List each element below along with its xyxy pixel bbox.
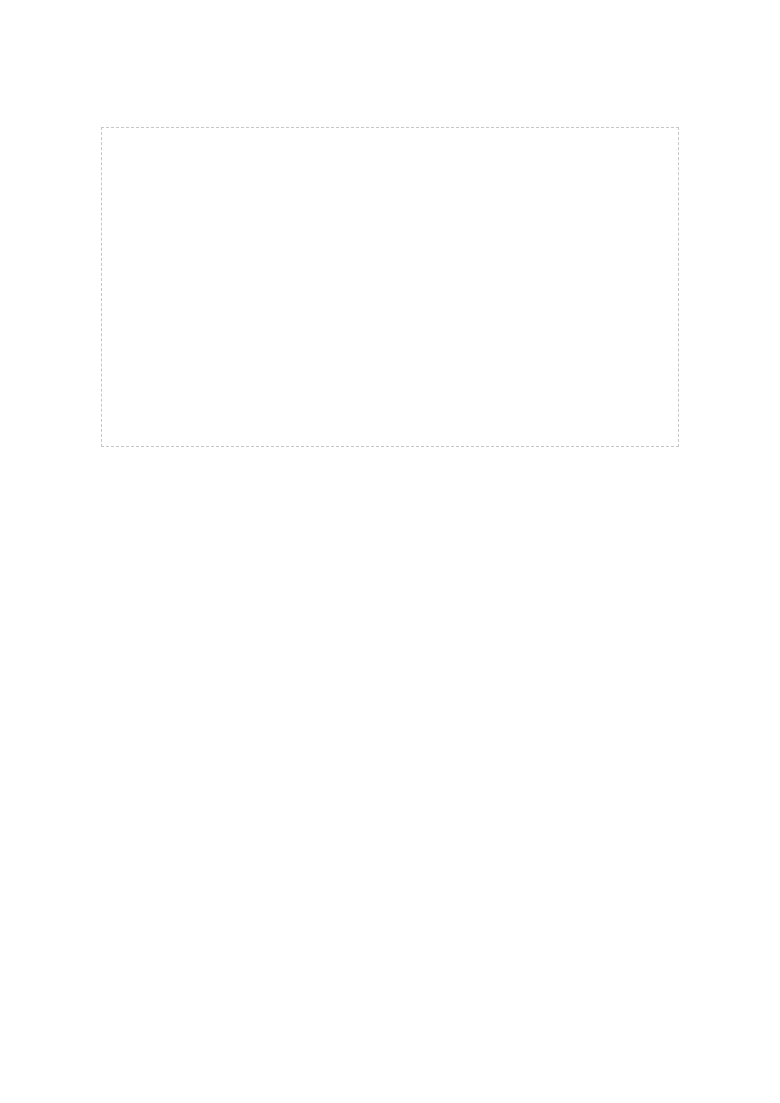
discharge-capacity-chart xyxy=(102,128,678,446)
potential-capacity-chart xyxy=(100,548,700,952)
figure-7 xyxy=(100,548,700,952)
figure-6 xyxy=(101,127,679,447)
